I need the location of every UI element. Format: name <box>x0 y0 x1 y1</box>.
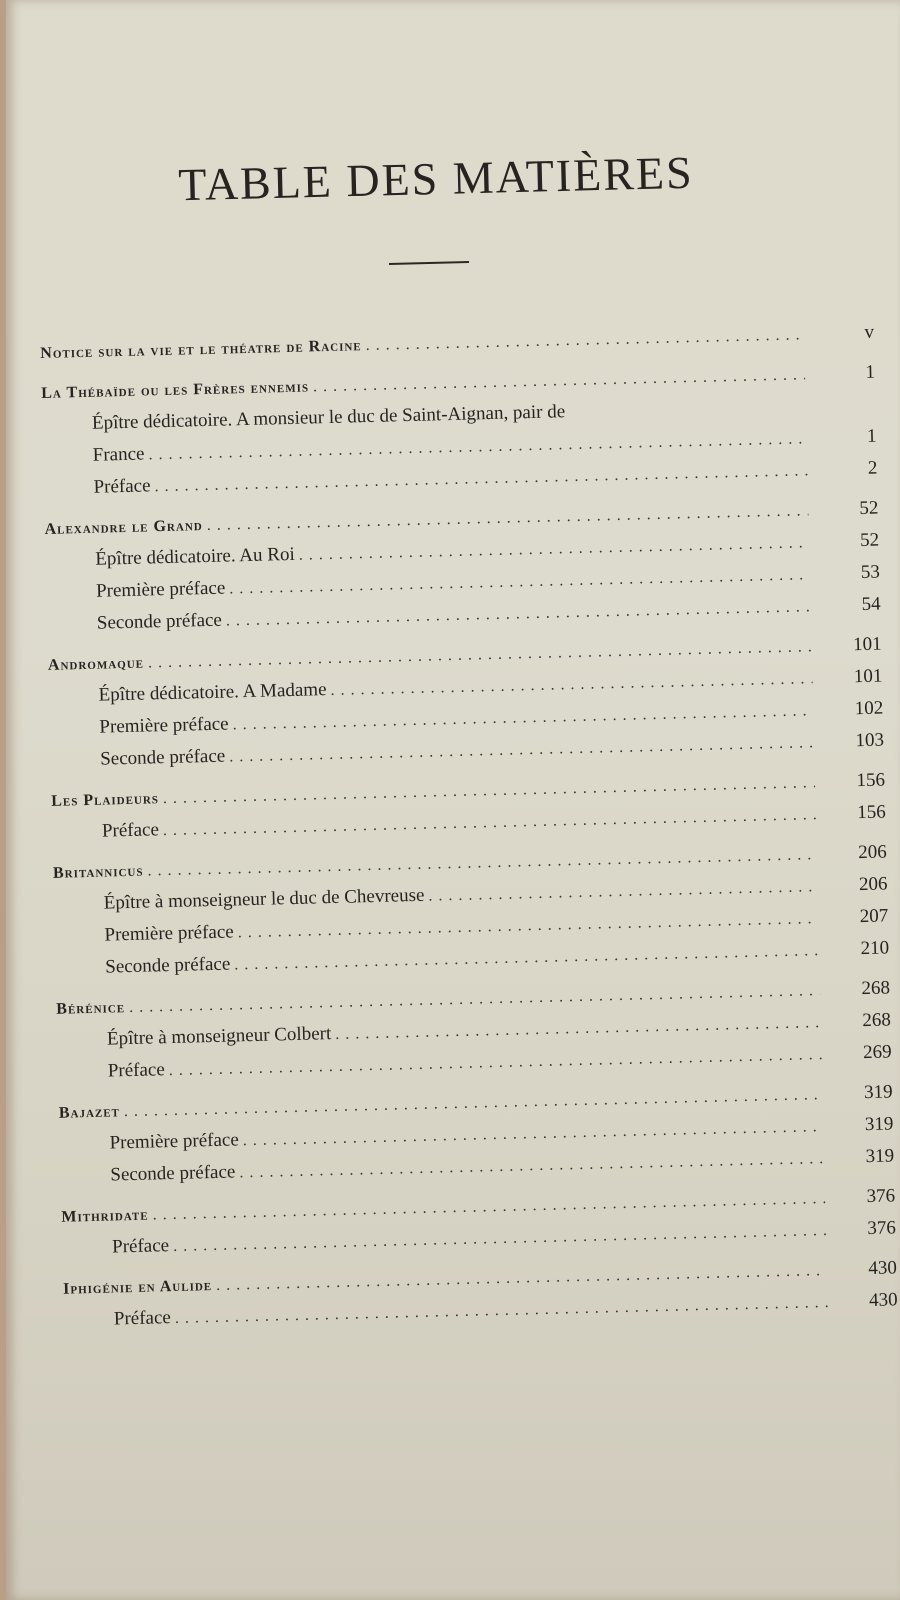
toc-label: Andromaque <box>47 654 145 674</box>
page-number: 52 <box>859 497 879 520</box>
page-title: TABLE DES MATIÈRES <box>177 146 695 211</box>
toc-label: Épître dédicatoire. A Madame <box>98 679 327 706</box>
toc-label: Seconde préface <box>110 1161 236 1186</box>
toc-label: Première préface <box>95 577 226 602</box>
page-number: 430 <box>868 1257 898 1280</box>
page-number: 2 <box>867 457 878 479</box>
page-number: 52 <box>859 529 880 552</box>
page-number: 101 <box>852 633 882 656</box>
page-number: 430 <box>868 1289 898 1312</box>
dot-leader <box>163 774 815 808</box>
dot-leader <box>313 366 805 396</box>
toc-label: Épître dédicatoire. Au Roi <box>95 543 295 570</box>
toc-label: Iphigénie en Aulide <box>62 1277 213 1298</box>
page-number: 319 <box>863 1081 893 1104</box>
toc-label: Préface <box>93 475 151 498</box>
page-number: 210 <box>860 937 890 960</box>
toc-label: Première préface <box>104 921 234 946</box>
page-number: 53 <box>860 561 881 584</box>
toc-label: Préface <box>101 819 160 842</box>
toc-label: Alexandre le Grand <box>44 517 203 538</box>
page-number: 376 <box>866 1185 896 1208</box>
page-number: 376 <box>867 1217 897 1240</box>
page-number: 269 <box>862 1041 892 1064</box>
page-number: 319 <box>864 1113 894 1136</box>
dot-leader <box>152 1190 825 1224</box>
book-page <box>6 0 900 1600</box>
page-number: 207 <box>859 905 889 928</box>
page-number: 206 <box>857 841 887 864</box>
dot-leader <box>129 982 820 1017</box>
toc-label: Première préface <box>99 713 229 738</box>
page-number: 156 <box>856 769 886 792</box>
toc-label: Préface <box>107 1059 166 1082</box>
toc-label-continuation: France <box>92 443 145 466</box>
toc-label: Notice sur la vie et le théatre de Racine <box>40 337 362 362</box>
dot-leader <box>207 502 809 535</box>
toc-label: Seconde préface <box>105 953 231 978</box>
table-of-contents <box>40 322 898 1342</box>
title-rule <box>389 261 469 265</box>
toc-label: Mithridate <box>61 1206 149 1226</box>
dot-leader <box>124 1086 823 1121</box>
dot-leader <box>365 326 804 355</box>
page-number: v <box>864 321 875 343</box>
page-number: 319 <box>865 1145 895 1168</box>
page-number: 1 <box>865 361 876 383</box>
toc-label: Britannicus <box>52 862 144 882</box>
dot-leader <box>216 1262 827 1295</box>
toc-label: Préface <box>113 1307 172 1330</box>
page-number: 101 <box>853 665 883 688</box>
dot-leader <box>428 878 818 906</box>
page-number: 156 <box>856 801 886 824</box>
toc-label: La Thébaïde ou les Frères ennemis <box>41 378 310 402</box>
toc-label: Bérénice <box>56 999 126 1018</box>
toc-label: Seconde préface <box>99 745 226 770</box>
toc-label: Épître à monseigneur Colbert <box>106 1023 332 1050</box>
dot-leader <box>148 638 812 672</box>
toc-label: Épître à monseigneur le duc de Chevreuse <box>103 884 425 914</box>
page-number: 268 <box>861 977 891 1000</box>
toc-label: Bajazet <box>58 1103 121 1122</box>
page-number: 102 <box>854 697 884 720</box>
page-number: 54 <box>861 593 881 616</box>
toc-label: Première préface <box>109 1129 240 1154</box>
page-number: 206 <box>858 873 888 896</box>
page-number: 103 <box>855 729 885 752</box>
page-number: 268 <box>862 1009 892 1032</box>
dot-leader <box>147 846 817 880</box>
toc-label: Les Plaideurs <box>51 790 160 810</box>
page-number: 1 <box>866 425 877 447</box>
toc-label: Seconde préface <box>96 609 223 634</box>
toc-label: Épître dédicatoire. A monsieur le duc de Saint-Aignan, pair de <box>91 401 566 434</box>
toc-label: Préface <box>111 1235 170 1258</box>
